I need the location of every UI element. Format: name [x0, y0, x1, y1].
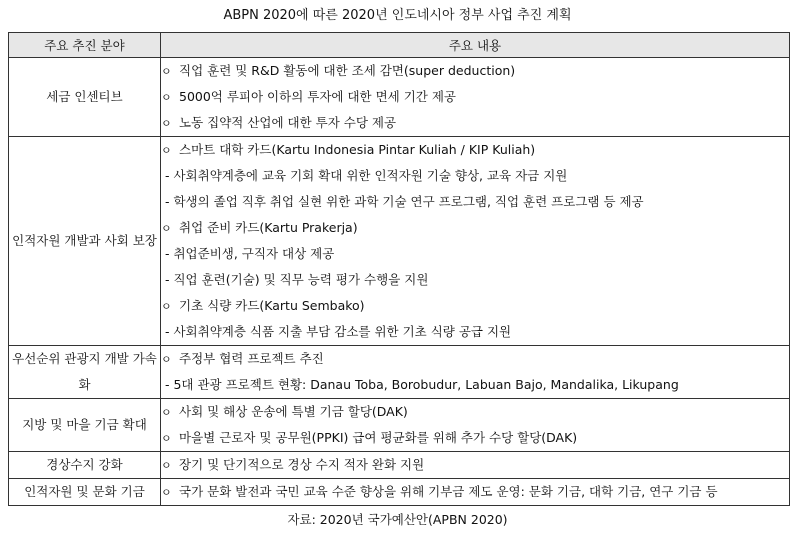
item-text: 사회 및 해상 운송에 특별 기금 할당(DAK): [179, 404, 408, 419]
content-cell: [161, 452, 790, 479]
table-header-row: [9, 33, 790, 58]
bullet-item: [161, 399, 789, 425]
item-text: - 취업준비생, 구직자 대상 제공: [165, 246, 335, 261]
area-cell: 지방 및 마을 기금 확대: [9, 399, 161, 452]
item-text: 주정부 협력 프로젝트 추진: [179, 351, 324, 366]
content-cell: [161, 58, 790, 137]
bullet-item: [161, 293, 789, 319]
sub-item: [161, 319, 789, 345]
header-content: 주요 내용: [161, 33, 790, 58]
bullet-item: [161, 58, 789, 84]
plan-table: [8, 32, 790, 506]
bullet-icon: ㅇ: [161, 91, 172, 104]
bullet-icon: ㅇ: [161, 406, 172, 419]
bullet-icon: ㅇ: [161, 65, 172, 78]
bullet-icon: ㅇ: [161, 432, 172, 445]
content-cell: [161, 399, 790, 452]
item-text: 노동 집약적 산업에 대한 투자 수당 제공: [179, 115, 397, 130]
bullet-icon: ㅇ: [161, 459, 172, 472]
table-row: [9, 58, 790, 137]
bullet-icon: ㅇ: [161, 353, 172, 366]
bullet-icon: ㅇ: [161, 486, 172, 499]
table-row: [9, 479, 790, 506]
sub-item: [161, 163, 789, 189]
item-text: 직업 훈련 및 R&D 활동에 대한 조세 감면(super deduction): [179, 63, 516, 78]
table-body: [9, 58, 790, 506]
item-text: - 학생의 졸업 직후 취업 실현 위한 과학 기술 연구 프로그램, 직업 훈련 프로그램 등 제공: [165, 194, 644, 209]
content-cell: [161, 137, 790, 346]
area-cell: 인적자원 및 문화 기금: [9, 479, 161, 506]
table-row: [9, 452, 790, 479]
item-text: 5000억 루피아 이하의 투자에 대한 면세 기간 제공: [179, 89, 456, 104]
bullet-icon: ㅇ: [161, 300, 172, 313]
header-area: 주요 추진 분야: [9, 33, 161, 58]
item-text: - 사회취약계층 식품 지출 부담 감소를 위한 기초 식량 공급 지원: [165, 324, 512, 339]
source-note: 자료: 2020년 국가예산안(APBN 2020): [287, 512, 508, 527]
sub-item: [161, 372, 789, 398]
item-text: - 5대 관광 프로젝트 현황: Danau Toba, Borobudur, Labuan Bajo, Mandalika, Likupang: [165, 377, 679, 392]
item-text: 국가 문화 발전과 국민 교육 수준 향상을 위해 기부금 제도 운영: 문화 기금, 대학 기금, 연구 기금 등: [179, 484, 718, 499]
sub-item: [161, 241, 789, 267]
area-cell: 경상수지 강화: [9, 452, 161, 479]
document-title: ABPN 2020에 따른 2020년 인도네시아 정부 사업 추진 계획: [223, 8, 572, 23]
item-text: 스마트 대학 카드(Kartu Indonesia Pintar Kuliah / KIP Kuliah): [179, 142, 536, 157]
table-row: [9, 346, 790, 399]
table-row: [9, 399, 790, 452]
item-text: 장기 및 단기적으로 경상 수지 적자 완화 지원: [179, 457, 425, 472]
bullet-item: [161, 215, 789, 241]
area-cell: 우선순위 관광지 개발 가속화: [9, 346, 161, 399]
item-text: 취업 준비 카드(Kartu Prakerja): [179, 220, 358, 235]
item-text: - 사회취약계층에 교육 기회 확대 위한 인적자원 기술 향상, 교육 자금 지원: [165, 168, 568, 183]
area-cell: 인적자원 개발과 사회 보장: [9, 137, 161, 346]
bullet-item: [161, 452, 789, 478]
item-text: 기초 식량 카드(Kartu Sembako): [179, 298, 365, 313]
bullet-icon: ㅇ: [161, 117, 172, 130]
content-cell: [161, 346, 790, 399]
bullet-icon: ㅇ: [161, 222, 172, 235]
bullet-icon: ㅇ: [161, 144, 172, 157]
bullet-item: [161, 84, 789, 110]
sub-item: [161, 189, 789, 215]
content-cell: [161, 479, 790, 506]
bullet-item: [161, 425, 789, 451]
area-cell: 세금 인센티브: [9, 58, 161, 137]
sub-item: [161, 267, 789, 293]
table-row: [9, 137, 790, 346]
bullet-item: [161, 137, 789, 163]
bullet-item: [161, 479, 789, 505]
item-text: - 직업 훈련(기술) 및 직무 능력 평가 수행을 지원: [165, 272, 429, 287]
bullet-item: [161, 346, 789, 372]
bullet-item: [161, 110, 789, 136]
item-text: 마을별 근로자 및 공무원(PPKI) 급여 평균화를 위해 추가 수당 할당(DAK): [179, 430, 578, 445]
